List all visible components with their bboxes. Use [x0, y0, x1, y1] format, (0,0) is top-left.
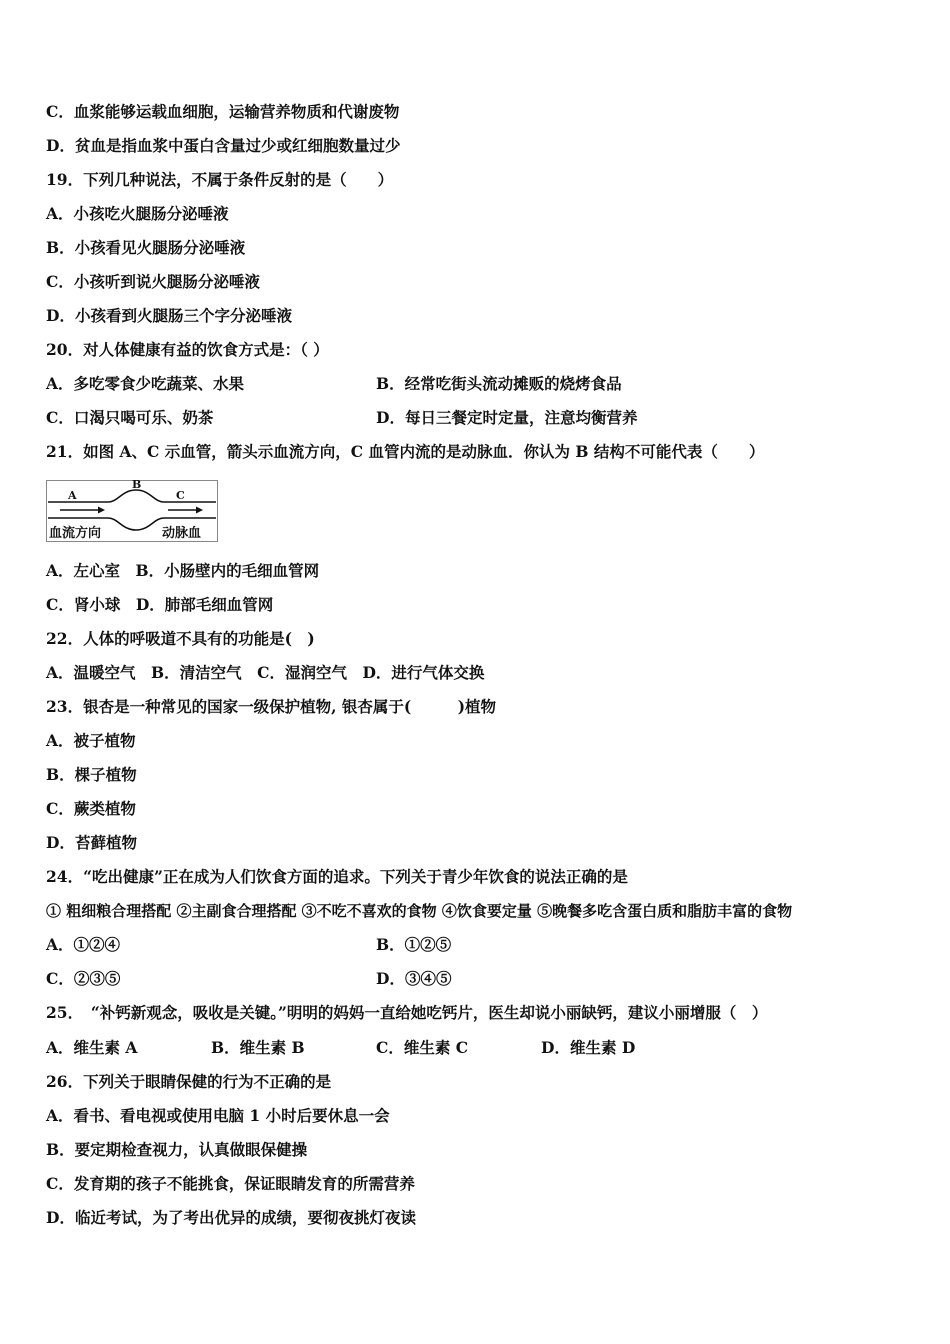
q22-options: A．温暖空气 B．清洁空气 C．湿润空气 D．进行气体交换: [46, 663, 485, 682]
q25-option-c: C．维生素 C: [376, 1038, 469, 1057]
q24-option-a: A．①②④: [46, 935, 121, 954]
q23-option-b: B．棵子植物: [46, 765, 137, 784]
q18-option-d: D．贫血是指血浆中蛋白含量过少或红细胞数量过少: [46, 136, 401, 155]
q26-option-d: D．临近考试，为了考出优异的成绩，要彻夜挑灯夜读: [46, 1208, 416, 1227]
label-a: A: [68, 489, 77, 502]
caption-flow-direction: 血流方向: [49, 526, 102, 541]
q19-stem: 19．下列几种说法，不属于条件反射的是（ ）: [46, 170, 394, 189]
q23-option-c: C．蕨类植物: [46, 799, 136, 818]
q18-option-c: C．血浆能够运载血细胞，运输营养物质和代谢废物: [46, 102, 400, 121]
q24-option-b: B．①②⑤: [376, 935, 452, 954]
label-c: C: [176, 489, 185, 502]
q26-stem: 26．下列关于眼睛保健的行为不正确的是: [46, 1072, 332, 1091]
q25-stem: 25． “补钙新观念，吸收是关键。”明明的妈妈一直给她吃钙片，医生却说小丽缺钙，建议小丽增服（ ）: [46, 1003, 768, 1022]
label-b: B: [132, 480, 142, 491]
q21-options-cd: C．肾小球 D．肺部毛细血管网: [46, 595, 274, 614]
q20-option-a: A．多吃零食少吃蔬菜、水果: [46, 374, 245, 393]
q26-option-a: A．看书、看电视或使用电脑 1 小时后要休息一会: [46, 1106, 390, 1125]
q26-option-c: C．发育期的孩子不能挑食，保证眼睛发育的所需营养: [46, 1174, 415, 1193]
q26-option-b: B．要定期检查视力，认真做眼保健操: [46, 1140, 308, 1159]
q19-option-d: D．小孩看到火腿肠三个字分泌唾液: [46, 306, 292, 325]
q23-stem: 23．银杏是一种常见的国家一级保护植物, 银杏属于( )植物: [46, 697, 497, 716]
q20-option-d: D．每日三餐定时定量，注意均衡营养: [376, 408, 638, 427]
q24-option-d: D．③④⑤: [376, 969, 452, 988]
q25-option-b: B．维生素 B: [211, 1038, 305, 1057]
q20-stem: 20．对人体健康有益的饮食方式是：（ ）: [46, 340, 329, 359]
q19-option-a: A．小孩吃火腿肠分泌唾液: [46, 204, 229, 223]
caption-arterial-blood: 动脉血: [162, 526, 202, 541]
q19-option-b: B．小孩看见火腿肠分泌唾液: [46, 238, 246, 257]
q23-option-a: A．被子植物: [46, 731, 136, 750]
q19-option-c: C．小孩听到说火腿肠分泌唾液: [46, 272, 260, 291]
q21-stem: 21．如图 A、C 示血管，箭头示血流方向，C 血管内流的是动脉血．你认为 B 结构不可能代表（ ）: [46, 442, 765, 461]
q21-options-ab: A．左心室 B．小肠壁内的毛细血管网: [46, 561, 320, 580]
q25-option-d: D．维生素 D: [541, 1038, 636, 1057]
q24-stem: 24．“吃出健康”正在成为人们饮食方面的追求。下列关于青少年饮食的说法正确的是: [46, 867, 628, 886]
q24-option-c: C．②③⑤: [46, 969, 121, 988]
q22-stem: 22．人体的呼吸道不具有的功能是( ): [46, 629, 315, 648]
blood-vessel-svg: [46, 480, 218, 542]
q23-option-d: D．苔藓植物: [46, 833, 137, 852]
q25-option-a: A．维生素 A: [46, 1038, 138, 1057]
blood-vessel-diagram: [46, 480, 218, 542]
q20-option-c: C．口渴只喝可乐、奶茶: [46, 408, 214, 427]
q20-option-b: B．经常吃街头流动摊贩的烧烤食品: [376, 374, 622, 393]
q24-items: ① 粗细粮合理搭配 ②主副食合理搭配 ③不吃不喜欢的食物 ④饮食要定量 ⑤晚餐多吃含蛋白质和脂肪丰富的食物: [46, 902, 793, 920]
